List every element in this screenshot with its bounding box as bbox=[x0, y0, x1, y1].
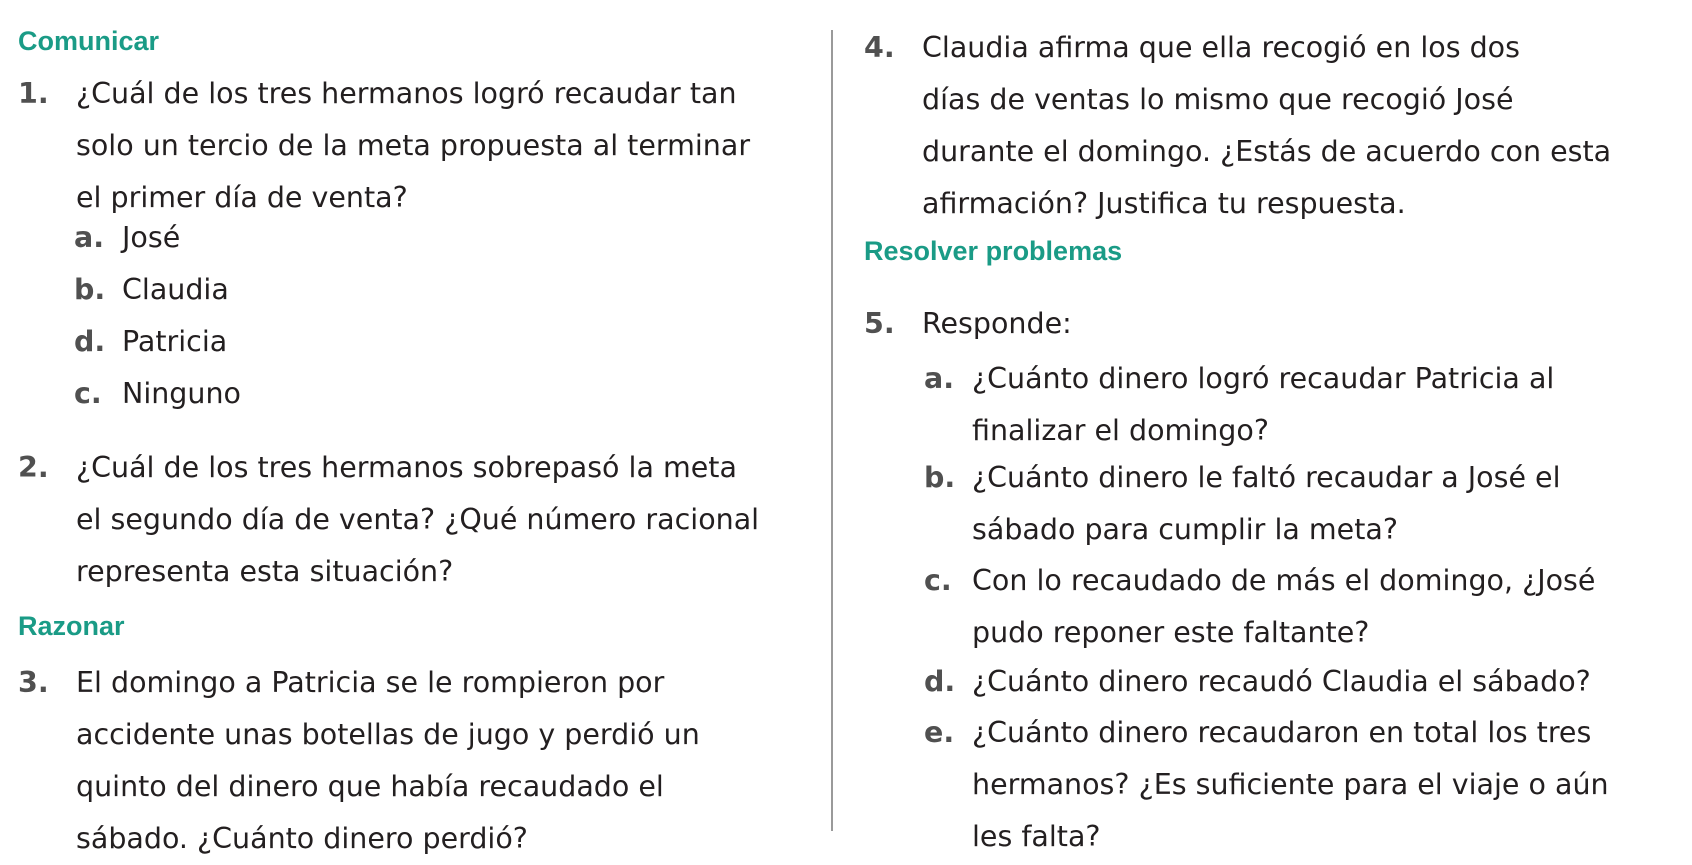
option-letter: b. bbox=[74, 273, 106, 306]
option-1c bbox=[74, 368, 241, 420]
option-text: Con lo recaudado de más el domingo, ¿José pudo reponer este faltante? bbox=[972, 564, 1596, 649]
question-number: 1. bbox=[18, 77, 49, 110]
question-text: ¿Cuál de los tres hermanos logró recaudar tan solo un tercio de la meta propuesta al terminar el primer día de venta? bbox=[76, 77, 751, 214]
option-text: Patricia bbox=[122, 325, 228, 358]
option-1a bbox=[74, 212, 180, 264]
question-number: 4. bbox=[864, 31, 895, 64]
option-1b bbox=[74, 264, 229, 316]
section-heading-resolver-problemas: Resolver problemas bbox=[864, 236, 1123, 266]
option-text: ¿Cuánto dinero recaudó Claudia el sábado? bbox=[972, 665, 1591, 698]
question-3 bbox=[18, 657, 818, 865]
section-heading-razonar: Razonar bbox=[18, 611, 125, 641]
option-letter: a. bbox=[74, 221, 105, 254]
option-5d bbox=[924, 656, 1591, 708]
question-4 bbox=[864, 22, 1674, 230]
question-number: 3. bbox=[18, 666, 49, 699]
option-letter: d. bbox=[924, 665, 956, 698]
option-text: ¿Cuánto dinero le faltó recaudar a José el sábado para cumplir la meta? bbox=[972, 461, 1561, 546]
column-divider bbox=[831, 30, 833, 831]
question-number: 2. bbox=[18, 451, 49, 484]
option-5a bbox=[924, 353, 1554, 457]
option-text: Claudia bbox=[122, 273, 229, 306]
option-letter: e. bbox=[924, 716, 955, 749]
option-text: Ninguno bbox=[122, 377, 241, 410]
section-heading-comunicar: Comunicar bbox=[18, 26, 160, 56]
option-5c bbox=[924, 555, 1595, 659]
question-text: Responde: bbox=[922, 307, 1072, 340]
option-text: ¿Cuánto dinero logró recaudar Patricia al finalizar el domingo? bbox=[972, 362, 1555, 447]
option-5b bbox=[924, 452, 1561, 556]
option-letter: a. bbox=[924, 362, 955, 395]
option-letter: c. bbox=[74, 377, 102, 410]
option-letter: c. bbox=[924, 564, 952, 597]
option-5e bbox=[924, 707, 1609, 863]
option-letter: b. bbox=[924, 461, 956, 494]
question-text: ¿Cuál de los tres hermanos sobrepasó la meta el segundo día de venta? ¿Qué número racional representa esta situación? bbox=[76, 451, 760, 588]
option-1d bbox=[74, 316, 227, 368]
question-1 bbox=[18, 68, 818, 224]
option-letter: d. bbox=[74, 325, 106, 358]
question-5 bbox=[864, 298, 1674, 350]
question-text: Claudia afirma que ella recogió en los dos días de ventas lo mismo que recogió José durante el domingo. ¿Estás de acuerdo con esta afirmación? Justifica tu respuesta. bbox=[922, 31, 1612, 220]
question-2 bbox=[18, 442, 818, 598]
option-text: José bbox=[122, 221, 181, 254]
question-text: El domingo a Patricia se le rompieron por accidente unas botellas de jugo y perdió un quinto del dinero que había recaudado el sábado. ¿Cuánto dinero perdió? bbox=[76, 666, 700, 855]
option-text: ¿Cuánto dinero recaudaron en total los tres hermanos? ¿Es suficiente para el viaje o aún les falta? bbox=[972, 716, 1609, 853]
question-number: 5. bbox=[864, 307, 895, 340]
